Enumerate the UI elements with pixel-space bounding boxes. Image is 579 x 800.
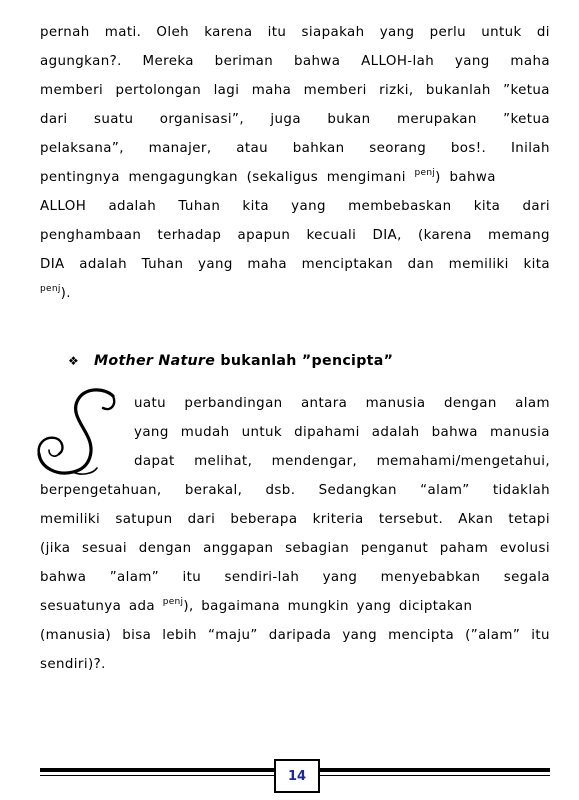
word: perbandingan [184, 396, 283, 411]
word: penghambaan [40, 228, 142, 243]
word: dapat [134, 454, 175, 469]
word: perlu [429, 25, 467, 40]
word: Sedangkan [318, 483, 397, 498]
word: ”alam” [109, 570, 160, 585]
word: yang [454, 54, 490, 69]
word: untuk [241, 425, 283, 440]
word: maha [510, 54, 550, 69]
text-span: ). [60, 286, 71, 301]
word: yang [322, 570, 358, 585]
word: kita [242, 199, 269, 214]
word: memberi [303, 83, 367, 98]
heading-emphasis: Mother Nature [94, 353, 216, 369]
word: evolusi [499, 541, 550, 556]
superscript: penj [414, 168, 436, 178]
word: manusia [365, 396, 426, 411]
text-span: sesuatunya ada [40, 599, 156, 614]
word: itu [531, 628, 550, 643]
word: Tuhan [178, 199, 221, 214]
word: DIA, [372, 228, 402, 243]
word: organisasi”, [159, 112, 244, 127]
word: yang [198, 257, 233, 272]
superscript: penj [162, 597, 184, 607]
word: antara [300, 396, 348, 411]
word: pertolongan [115, 83, 202, 98]
section-heading [68, 353, 393, 369]
word: ALLOH [40, 199, 87, 214]
word: seorang [369, 141, 427, 156]
word: yang [379, 25, 415, 40]
word: itu [267, 25, 287, 40]
word: maha [251, 83, 292, 98]
drop-cap-letter [35, 384, 130, 480]
word: bukanlah [425, 83, 491, 98]
word: lebih [162, 628, 197, 643]
word: dipahami [294, 425, 360, 440]
text-line [40, 570, 550, 585]
word: Inilah [510, 141, 550, 156]
word: mendengar, [271, 454, 358, 469]
text-line [40, 628, 550, 643]
word: karena [204, 25, 253, 40]
word: penganut [360, 541, 429, 556]
word: maha [247, 257, 287, 272]
text-line [40, 141, 550, 156]
word: Tuhan [141, 257, 184, 272]
word: tetapi [508, 512, 550, 527]
word: bisa [122, 628, 152, 643]
word: kecuali [306, 228, 357, 243]
word: tersebut. [378, 512, 444, 527]
word: bukan [327, 112, 371, 127]
word: kita [473, 199, 501, 214]
text-line [40, 25, 550, 40]
text-line [40, 512, 550, 527]
text-line [40, 54, 550, 69]
word: memahami/mengetahui, [376, 454, 550, 469]
word: atau [236, 141, 268, 156]
word: kita [523, 257, 550, 272]
text-span: ), bagaimana mungkin yang diciptakan [183, 599, 473, 614]
word: Akan [458, 512, 494, 527]
word: suatu [93, 112, 134, 127]
word: dan [407, 257, 435, 272]
word: mati. [104, 25, 142, 40]
text-line: sendiri)?. [40, 657, 106, 672]
word: adalah [108, 199, 157, 214]
word: daripada [268, 628, 332, 643]
word: pelaksana”, [40, 141, 124, 156]
word: yang [134, 425, 169, 440]
word: beberapa [230, 512, 298, 527]
word: alam [515, 396, 550, 411]
word: dari [187, 512, 216, 527]
word: (karena [417, 228, 472, 243]
word: memiliki [40, 512, 101, 527]
text-line [40, 599, 550, 614]
word: lagi [213, 83, 240, 98]
word: sebagian [285, 541, 350, 556]
word: paham [439, 541, 489, 556]
word: sendiri-lah [224, 570, 300, 585]
word: Mereka [142, 54, 194, 69]
word: sesuai [82, 541, 128, 556]
word: mencipta [388, 628, 455, 643]
word: bahkan [292, 141, 345, 156]
word: ALLOH-lah [361, 54, 435, 69]
text-span: pentingnya mengagungkan (sekaligus mengimani [40, 170, 406, 185]
word: DIA [40, 257, 65, 272]
word: tidaklah [492, 483, 550, 498]
word: dari [40, 112, 68, 127]
diamond-bullet-icon: ❖ [68, 354, 80, 368]
heading-text: bukanlah ”pencipta” [215, 353, 394, 369]
word: itu [182, 570, 202, 585]
text-line [134, 396, 550, 411]
word: beriman [214, 54, 274, 69]
word: untuk [481, 25, 522, 40]
word: “maju” [207, 628, 258, 643]
word: bahwa [431, 425, 478, 440]
text-line [134, 425, 550, 440]
word: berpengetahuan, [40, 483, 162, 498]
word: mudah [180, 425, 230, 440]
word: manajer, [148, 141, 212, 156]
word: yang [291, 199, 326, 214]
word: memiliki [448, 257, 509, 272]
word: agungkan?. [40, 54, 122, 69]
word: di [536, 25, 550, 40]
word: rizki, [379, 83, 414, 98]
word: Oleh [156, 25, 190, 40]
word: merupakan [396, 112, 477, 127]
word: ”ketua [503, 83, 550, 98]
word: dengan [443, 396, 497, 411]
word: segala [503, 570, 550, 585]
word: “alam” [420, 483, 470, 498]
word: juga [270, 112, 301, 127]
word: terhadap [157, 228, 222, 243]
word: melihat, [194, 454, 253, 469]
word: bos!. [450, 141, 487, 156]
word: memberi [40, 83, 104, 98]
word: uatu [134, 396, 167, 411]
word: berakal, [184, 483, 243, 498]
text-line [40, 199, 550, 214]
word: menyebabkan [380, 570, 481, 585]
word: kriteria [312, 512, 364, 527]
word: yang [342, 628, 378, 643]
text-line [40, 170, 550, 185]
text-line [40, 112, 550, 127]
word: (”alam” [465, 628, 521, 643]
word: menciptakan [301, 257, 393, 272]
word: (manusia) [40, 628, 112, 643]
text-line [40, 541, 550, 556]
word: siapakah [301, 25, 365, 40]
text-line [40, 286, 71, 301]
word: manusia [489, 425, 550, 440]
word: pernah [40, 25, 90, 40]
word: bahwa [40, 570, 87, 585]
page-number-box [274, 759, 320, 793]
superscript: penj [40, 284, 61, 294]
text-span: ) bahwa [435, 170, 496, 185]
word: dsb. [265, 483, 296, 498]
word: apapun [237, 228, 291, 243]
word: dengan [138, 541, 192, 556]
word: dari [522, 199, 550, 214]
text-line [40, 228, 550, 243]
word: ”ketua [503, 112, 550, 127]
text-line [134, 454, 550, 469]
word: membebaskan [348, 199, 452, 214]
text-line [40, 83, 550, 98]
text-line [40, 483, 550, 498]
word: memang [488, 228, 550, 243]
page-number: 14 [287, 768, 307, 784]
word: bahwa [293, 54, 341, 69]
word: satupun [115, 512, 173, 527]
text-line [40, 257, 550, 272]
word: (jika [40, 541, 71, 556]
word: anggapan [203, 541, 274, 556]
word: adalah [371, 425, 420, 440]
word: adalah [79, 257, 127, 272]
